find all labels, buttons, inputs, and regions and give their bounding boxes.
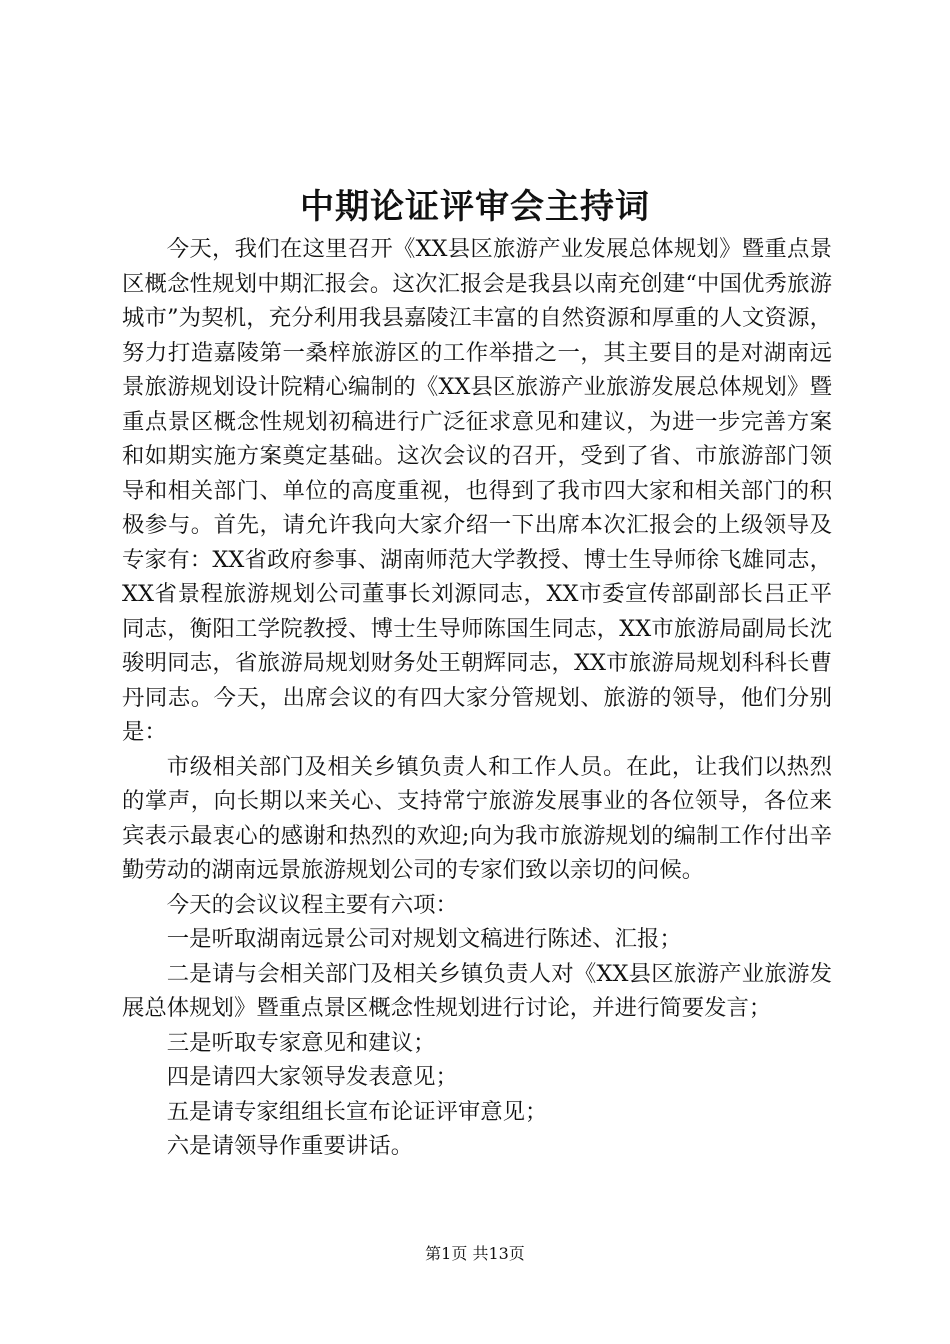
- paragraph-agenda-item-3: 三是听取专家意见和建议；: [166, 1029, 436, 1056]
- paragraph-agenda-item-2: 二是请与会相关部门及相关乡镇负责人对《XX县区旅游产业旅游发展总体规划》暨重点景区概念性规划进行讨论，并进行简要发言；: [122, 960, 832, 1021]
- page-number-footer: 第1页 共13页: [425, 1244, 525, 1263]
- paragraph-opening: 今天，我们在这里召开《XX县区旅游产业发展总体规划》暨重点景区概念性规划中期汇报会。这次汇报会是我县以南充创建“中国优秀旅游城市”为契机，充分利用我县嘉陵江丰富的自然资源和厚重的人文资源，努力打造嘉陵第一桑梓旅游区的工作举措之一，其主要目的是对湖南远景旅游规划设计院精心编制的《XX县区旅游产业旅游发展总体规划》暨重点景区概念性规划初稿进行广泛征求意见和建议，为进一步完善方案和如期实施方案奠定基础。这次会议的召开，受到了省、市旅游部门领导和相关部门、单位的高度重视，也得到了我市四大家和相关部门的积极参与。首先，请允许我向大家介绍一下出席本次汇报会的上级领导及专家有：XX省政府参事、湖南师范大学教授、博士生导师徐飞雄同志，XX省景程旅游规划公司董事长刘源同志，XX市委宣传部副部长吕正平同志，衡阳工学院教授、博士生导师陈国生同志，XX市旅游局副局长沈骏明同志，省旅游局规划财务处王朝辉同志，XX市旅游局规划科科长曹丹同志。今天，出席会议的有四大家分管规划、旅游的领导，他们分别是：: [122, 236, 832, 745]
- document-title: 中期论证评审会主持词: [300, 187, 650, 227]
- paragraph-agenda-item-1: 一是听取湖南远景公司对规划文稿进行陈述、汇报；: [166, 926, 682, 952]
- paragraph-agenda-item-4: 四是请四大家领导发表意见；: [166, 1064, 458, 1090]
- document-body: [122, 232, 832, 1164]
- paragraph-agenda-item-6: 六是请领导作重要讲话。: [166, 1133, 414, 1159]
- paragraph-agenda-item-5: 五是请专家组组长宣布论证评审意见；: [166, 1098, 548, 1125]
- paragraph-agenda-intro: 今天的会议议程主要有六项：: [166, 891, 458, 918]
- paragraph-welcome: 市级相关部门及相关乡镇负责人和工作人员。在此，让我们以热烈的掌声，向长期以来关心、支持常宁旅游发展事业的各位领导，各位来宾表示最衷心的感谢和热烈的欢迎;向为我市旅游规划的编制工作付出辛勤劳动的湖南远景旅游规划公司的专家们致以亲切的问候。: [122, 753, 832, 883]
